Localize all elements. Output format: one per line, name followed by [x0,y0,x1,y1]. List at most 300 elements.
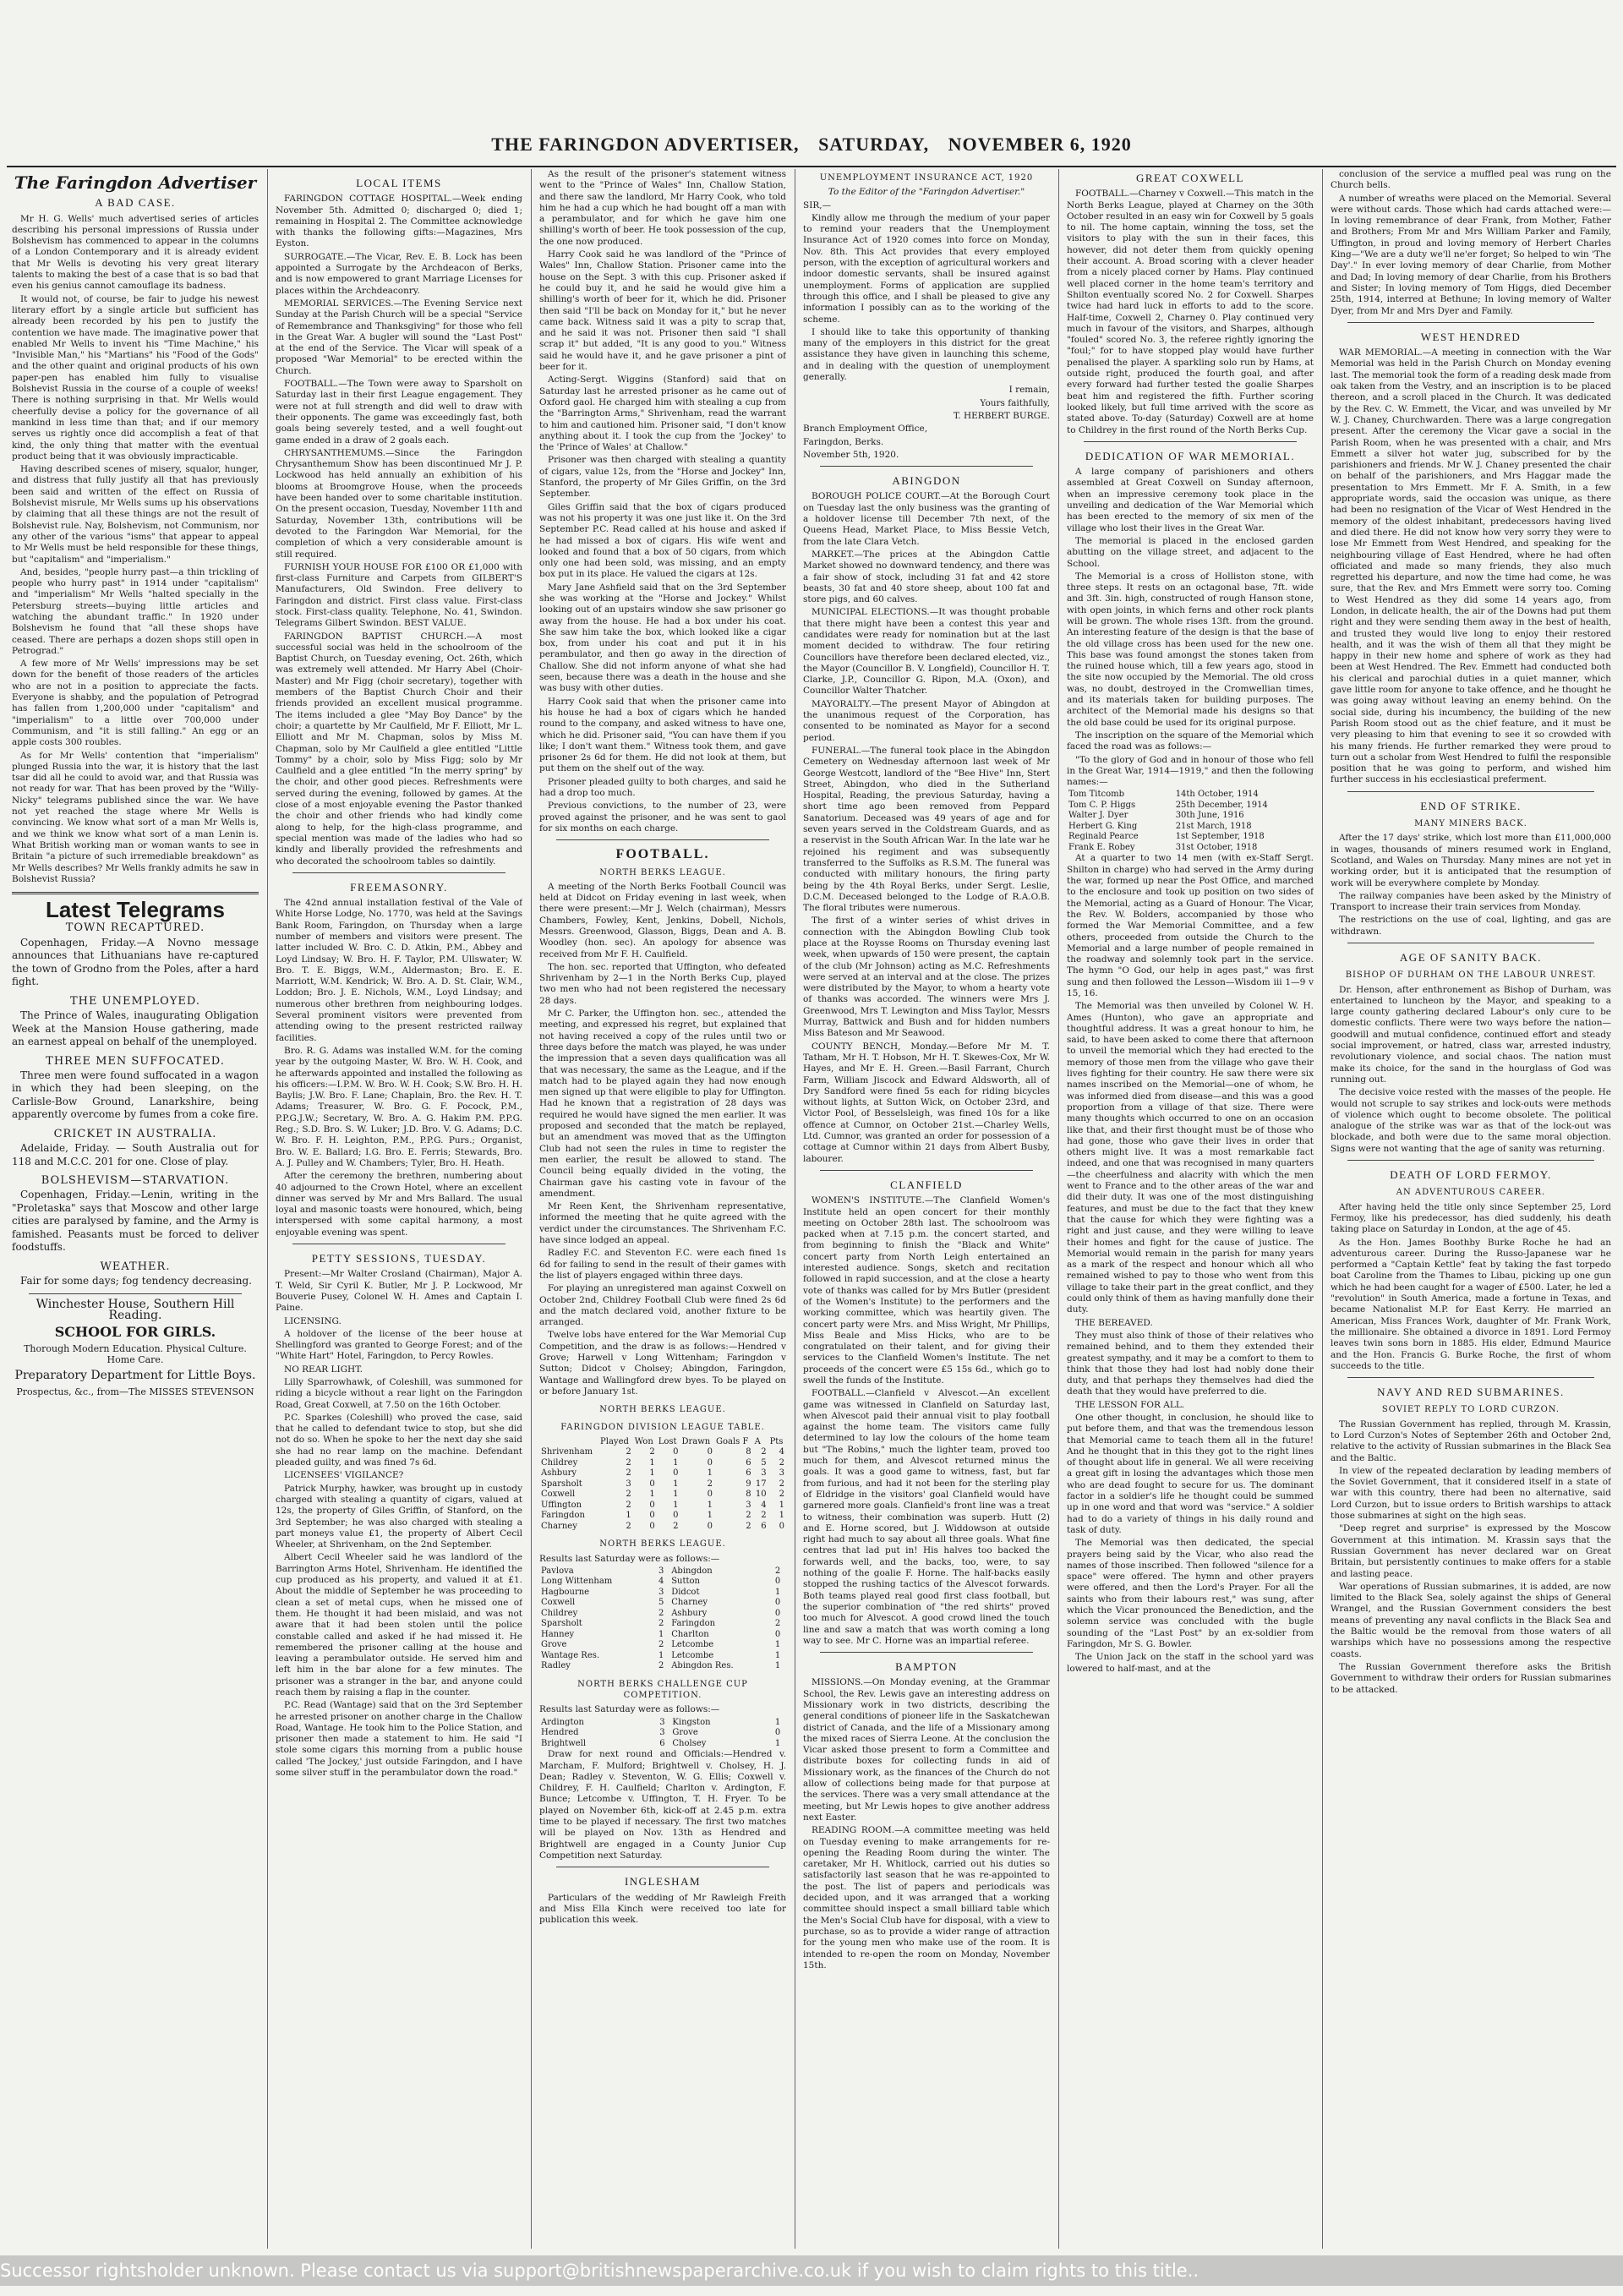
letter-signature [803,385,1050,461]
telegram-body: Three men were found suffocated in a wagon in which they had been sleeping, on the Carlisle-Bow Ground, Lanarkshire, being apparently overcome by fumes from a coke fire. [12,1069,259,1121]
fixture-row-cell: Didcot [671,1587,700,1597]
fixture-row-cell: 0 [774,1629,781,1639]
article-paragraph: Prisoner pleaded guilty to both charges, and said he had a drop too much. [539,776,786,799]
subheading-soviet-reply: SOVIET REPLY TO LORD CURZON. [1381,1405,1560,1415]
memorial-roll-row [1067,790,1314,801]
letter-heading: UNEMPLOYMENT INSURANCE ACT, 1920 [819,173,1034,183]
article-west-hendred [1331,347,1611,786]
fixture-row-cell: Sutton [671,1577,700,1587]
divider [1347,1160,1594,1161]
league-table-column-header: Goals F [716,1436,749,1446]
article-paragraph: As the result of the prisoner's statement witness went to the "Prince of Wales" Inn, Challow Station, and there saw the landlord, Mr Harry Cook, who told him he had a cup which he had bought off a man with a perambulator, and for which he gave him one shilling's worth of beer. He took possession of the cup, the one now produced. [539,169,786,247]
telegram-body: Fair for some days; fog tendency decreasing. [20,1275,252,1287]
divider [820,1170,1033,1171]
article-paragraph: P.C. Sparkes (Coleshill) who proved the case, said that he called to defendant twice to stop, but she did not do so. When he spoke to her the next day she said she had no rear lamp on the machine. Defendant pleaded guilty, and was fined 7s 6d. [276,1412,522,1468]
fixture-row-cell: Sparsholt [541,1619,582,1629]
fixture-row-cell: 1 [774,1640,781,1650]
article-paragraph: MARKET.—The prices at the Abingdon Cattle Market showed no downward tendency, and there was a fair show of stock, including 31 fat and 42 store beasts, 30 fat and 40 store sheep, about 100 fat and store pigs, and 60 calves. [803,549,1050,605]
article-paragraph: MUNICIPAL ELECTIONS.—It was thought probable that there might have been a contest this year and candidates were ready for nomination but at the last moment decided to withdraw. The four retiring Councillors have therefore been declared elected, viz., the Mayor (Councillor B. V. Longfield), Councillor H. T. Clarke, J.P., Councillor G. Ripon, M.A. (Oxon), and Councillor Walter Thatcher. [803,607,1050,697]
article-dedication-conclusion [1331,169,1611,317]
divider [29,1293,242,1294]
telegram-heading: WEATHER. [100,1260,171,1273]
article-paragraph: LICENSEES' VIGILANCE? [284,1470,404,1481]
article-heading-bampton: BAMPTON [895,1660,958,1674]
league-table-row [539,1511,786,1522]
subheading-many-miners-back: MANY MINERS BACK. [1414,819,1527,829]
divider [1347,322,1594,323]
league-table-row-cell: Charney [541,1521,577,1531]
fixture-row-cell: Wantage Res. [541,1650,600,1660]
fixture-row-cell: Childrey [541,1608,578,1618]
article-paragraph: A few more of Mr Wells' impressions may be set down for the benefit of those readers of the articles who are not in a position to appreciate the facts. Everyone is shabby, and the population of Petrograd has fallen from 1,200,000 under "capitalism" and "imperialism" to a little over 700,000 under Communism, and "it is still falling." An egg or an apple costs 300 roubles. [12,659,259,748]
fixture-row [539,1640,786,1651]
article-paragraph: MAYORALTY.—The present Mayor of Abingdon at the unanimous request of the Corporation, has consented to be nominated as Mayor for a second period. [803,698,1050,743]
archive-rights-text: Successor rightsholder unknown. Please contact us via support@britishnewspaperarchive.co.uk if you wish to claim rights to this title.. [0,2260,1199,2281]
league-table-row-cell: 0 [649,1511,655,1521]
article-paragraph: And, besides, "people hurry past—a thin trickling of people who hurry past" in 1914 under "capitalism" and "imperialism" Mr Wells "halted specially in the Petersburg streets—buying little articles and watching the abundant traffic." In 1920 under Bolshevism he found that "all these shops have ceased. There are perhaps a dozen shops still open in Petrograd." [12,566,259,656]
article-paragraph: A holdover of the license of the beer house at Shellingford was granted to George Forest; and of the "White Hart" Hotel, Faringdon, to Percy Rowles. [276,1328,522,1362]
archive-rights-notice [0,2255,1623,2286]
column-4 [803,169,1050,2249]
fixture-row-cell: 1 [658,1629,664,1639]
league-table-row-cell: 8 [746,1447,751,1457]
telegram-body: The Prince of Wales, inaugurating Obligation Week at the Mansion House gathering, made an earnest appeal on behalf of the unemployed. [12,1009,259,1047]
cup-result-row-cell: Cholsey [672,1738,707,1748]
fixture-row-cell: 3 [658,1587,664,1597]
masthead-date: NOVEMBER 6, 1920 [948,134,1132,155]
article-paragraph: Bro. R. G. Adams was installed W.M. for the coming year by the outgoing Master, W. Bro. W. H. Cook, and he afterwards appointed and installed the following as his officers:—I.P.M. W. Bro. W. H. Cook; S.W. Bro. H. H. Baylis; J.W. Bro. F. Lane; Chaplain, Bro. the Rev. H. T. Adams; Treasurer, W. Bro. G. F. Pocock, P.M., P.P.G.J.W.; Secretary, W. Bro. A. G. Hakim P.M. P.P.G. Reg.; S.D. Bro. S. W. Luker; J.D. Bro. V. G. Adams; D.C. W. Bro. F. H. Leighton, P.M., P.P.G. Purs.; Organist, Bro. W. E. Ballard; I.G. Bro. E. Ferris; Stewards, Bro. A. J. Pulley and W. Chambers; Tyler, Bro. H. Heath. [276,1045,522,1168]
article-paragraph: Harry Cook said that when the prisoner came into his house he had a box of cigars which he handed round to the company, and asked witness to have one, which he did. Prisoner said, "You can have them if you like; I don't want them." Witness took them, and gave prisoner 2s 6d for them. He did not look at them, but put them on the shelf out of the way. [539,696,786,774]
memorial-roll-row [1067,832,1314,843]
fixture-row-cell: 1 [774,1650,781,1660]
article-paragraph: The hon. sec. reported that Uffington, who defeated Shrivenham by 2—1 in the North Berks Cup, played two men who had not been registered the necessary 28 days. [539,961,786,1006]
article-paragraph: A number of wreaths were placed on the Memorial. Several were without cards. Those which had cards attached were:—In loving remembrance of dear Frank, from Mother, Father and Brothers; From Mr and Mrs William Parker and Family, Uffington, in proud and loving memory of Herbert Charles King—"We are a duty we'll ne'er forget; So helped to win 'The Day'." In ever loving memory of dear Charlie, from Mother and Dad; In loving memory of dear Charlie, from his Brothers and Sister; In loving memory of Tom Higgs, died December 25th, 1914, interred at Bethune; In loving memory of Walter Dyer, from Mr and Mrs Dyer and Family. [1331,193,1611,316]
league-table-row-cell: 2 [746,1511,751,1521]
telegram-heading: CRICKET IN AUSTRALIA. [53,1127,217,1140]
league-table-row-cell: 2 [779,1479,784,1489]
fixture-row [539,1609,786,1620]
league-table-row-cell: 6 [746,1457,751,1468]
league-table-column-header: Lost [658,1436,677,1446]
article-heading-petty-sessions: PETTY SESSIONS, TUESDAY. [311,1252,487,1266]
league-table-row-cell: 0 [707,1521,713,1531]
fixture-row-cell: 2 [774,1619,781,1629]
memorial-roll-row [1067,843,1314,854]
article-paragraph: FOOTBALL.—Clanfield v Alvescot.—An excellent game was witnessed in Clanfield on Saturday last, when Alvescot paid their annual visit to play football against the home team. The visitors came fully determined to lay low the colours of the home team but "The Robins," much the lighter team, proved too much for them, and Alvescot returned minus the goals. It was a good game to witness, fast, but far from furious, and had it not been for the sterling play of Eldridge in the visitors' goal Clanfield would have garnered more goals. Clanfield's front line was a treat to witness, their combination was superb. Hutt (2) and E. Horne scored, but J. Widdowson at outside right had much to say about all three goals. What fine centres that lad put in! His halves too backed the forwards well, and the backs, too, were, to say nothing of the goalie F. Horne. The half-backs easily stopped the rushing tactics of the Alvescot forwards. Both teams played real good first class football, but the superior combination of "the red shirts" proved too much for Alvescot. A good crowd lined the touch line and saw a match that was worth coming a long way to see. Mr C. Horne was an impartial referee. [803,1388,1050,1646]
article-paragraph: FARINGDON COTTAGE HOSPITAL.—Week ending November 5th. Admitted 0; discharged 0; died 1; remaining in Hospital 2. The Committee acknowledge with thanks the following gifts:—Magazines, Mrs Eyston. [276,194,522,249]
article-paragraph: At a quarter to two 14 men (with ex-Staff Sergt. Shilton in charge) who had served in the Army during the war, formed up near the Post Office, and marched to the enclosure and took up position on two sides of the Memorial, acting as a Guard of Honour. The Vicar, the Rev. W. Bolders, accompanied by those who formed the War Memorial Committee, and a few others, proceeded from outside the Church to the Memorial and a large number of people remained in the roadway and solemnly took part in the service. The hymn "O God, our help in ages past," was first sung and then followed the Lesson—Wisdom iii 1—9 v 15, 16. [1067,853,1314,998]
league-table-row-cell: 2 [707,1479,713,1489]
memorial-roll-row-cell: Frank E. Robey [1068,842,1135,852]
advertisement-line: SCHOOL FOR GIRLS. [54,1324,216,1341]
article-heading-freemasonry: FREEMASONRY. [350,880,448,894]
article-paragraph: FOOTBALL.—Charney v Coxwell.—This match in the North Berks League, played at Charney on the 30th October resulted in an easy win for Coxwell by 5 goals to nil. The home captain, winning the toss, set the visitors to play with the sun in their faces, this however, did not deter them from quickly opening their account. A. Broad scoring with a clever header from a nicely placed corner by Hams. Play continued well placed corner in the home team's territory and Shilton eventually scored No. 2 for Coxwell. Sharpes twice had hard luck in efforts to add to the score. Half-time, Coxwell 2, Charney 0. Play continued very much in favour of the visitors, and Sharpes, although "fouled" scored No. 3, the referee rightly ignoring the "foul;" for to have stopped play would have further penalised the player. A sparkling solo run by Hams, at outside right, produced the fourth goal, and after every forward had further tested the goalie Sharpes beat him and registered the fifth. Further scoring looked likely, but full time arrived with the score as stated above. To-day (Saturday) Coxwell are at home to Childrey in the first round of the North Berks Cup. [1067,189,1314,435]
advertisement-line: Thorough Modern Education. Physical Culture. Home Care. [24,1342,247,1365]
article-football [539,882,786,1397]
league-table-column-header: Played [600,1436,629,1446]
league-table-row-cell: 8 [746,1490,751,1500]
column-rule [267,169,268,2249]
memorial-roll-row-cell: Walter J. Dyer [1068,811,1128,821]
article-heading-west-hendred: WEST HENDRED [1420,330,1522,343]
advertisement-line: Winchester House, Southern Hill Reading. [36,1297,235,1322]
cup-result-row [539,1718,786,1729]
article-paragraph: Present:—Mr Walter Crosland (Chairman), Major A. T. Weld, Sir Cyril K. Butler, Mr J. P. Lockwood, Mr Bouverie Pusey, Colonel W. H. Ames and Captain I. Paine. [276,1269,522,1314]
article-heading-lord-fermoy: DEATH OF LORD FERMOY. [1390,1168,1552,1182]
telegram-heading: TOWN RECAPTURED. [65,921,205,935]
article-paragraph: Dr. Henson, after enthronement as Bishop of Durham, was entertained to luncheon by the Mayor, and speaking to a large county gathering declared Labour's only cure to be domestic conflicts. There were two ways before the nation—goodwill and mutual confidence, continued effort and steady social improvement, or hatred, class war, arrested industry, revolutionary violence, and social chaos. The nation must make its choice, for the sand in the hourglass of God was running out. [1331,984,1611,1085]
telegram-body: Copenhagen, Friday.—A Novno message announces that Lithuanians have re-captured the town of Grodno from the Poles, after a hard fight. [12,936,259,988]
league-table-row-cell: 1 [707,1500,713,1510]
article-paragraph: After the ceremony the brethren, numbering about 40 adjourned to the Crown Hotel, where an excellent dinner was served by Mr and Mrs Ballard. The usual loyal and masonic toasts were honoured, which, being interspersed with some capital harmony, a most enjoyable evening was spent. [276,1171,522,1238]
article-heading-clanfield: CLANFIELD [890,1178,963,1191]
league-table-row-cell: Shrivenham [541,1447,593,1457]
article-heading-bad-case: A BAD CASE. [95,196,176,210]
column-5 [1067,169,1314,2249]
article-paragraph: Albert Cecil Wheeler said he was landlord of the Barrington Arms Hotel, Shrivenham. He identified the cup produced as his property, and valued it at £1. About the middle of September he was proceeding to clean a set of metal cups, when he missed one of them. He thought it had been mislaid, and was not aware that it had been stolen until the police constable called and asked if he had missed it. He remembered the prisoner calling at the house and leaving a perambulator outside. He served him and left him in the bar alone for a few minutes. The prisoner was a stranger in the bar, and anyone could reach them by raising a flap in the counter. [276,1552,522,1697]
fixture-row-cell: Abingdon [671,1566,713,1576]
league-table-row-cell: 0 [707,1490,713,1500]
article-heading-abingdon: ABINGDON [892,474,961,488]
league-table-row-cell: 1 [626,1511,631,1521]
article-paragraph: In view of the repeated declaration by leading members of the Soviet Government, that it considered itself in a state of war with this country, there had been no alternative, said Lord Curzon, but to issue orders to British warships to attack those submarines at sight on the high seas. [1331,1465,1611,1522]
fixture-row-cell: Charney [671,1598,708,1608]
league-table-row-cell: 3 [761,1468,767,1479]
article-paragraph: LICENSING. [284,1315,342,1326]
article-paragraph: One other thought, in conclusion, he should like to put before them, and that was the tremendous lesson that Memorial came to teach them all in the future! And he thought that in this they got to the right lines of thought about life in general. We all were receiving a great gift in losing the advantages which those men who are dead fought to secure for us. The dominant factor in a soldier's life he thought could be summed up in one word and that word was "service." A soldier had to do a variety of things in his daily round and task of duty. [1067,1412,1314,1535]
fixture-row-cell: Coxwell [541,1598,576,1608]
article-paragraph: For playing an unregistered man against Coxwell on October 2nd, Childrey Football Club were fined 2s 6d and the match declared void, another fixture to be arranged. [539,1283,786,1328]
fixture-row-cell: 0 [774,1608,781,1618]
league-table-row-cell: 0 [673,1468,679,1479]
article-petty-sessions-continued [539,169,786,834]
article-bad-case [12,214,259,886]
article-paragraph: As for Mr Wells' contention that "imperialism" plunged Russia into the war, it is history that the last tsar did all he could to avoid war, and that Russia was not ready for war. That has been proved by the "Willy-Nicky" telegrams published since the war. We have not yet reached the stage where Mr Wells is convincing. We know what sort of a man Mr Wells is, and we think we know what sort of a man Lenin is. What British working man or woman wants to see in Britain "a picture of such irremediable breakdown" as Mr Wells describes? Mr Wells frankly admits he saw in Bolshevist Russia? [12,750,259,884]
article-paragraph: Mr Reen Kent, the Shrivenham representative, informed the meeting that he quite agreed with the verdict under the circumstances. The Shrivenham F.C. have since lodged an appeal. [539,1201,786,1246]
article-paragraph: Mr C. Parker, the Uffington hon. sec., attended the meeting, and expressed his regret, but explained that not having received a copy of the rules until two or three days before the match was played, he was under the impression that a seven days qualification was all that was necessary, the same as the League, and if the match had to be played again they had now enough men signed up that were eligible to play for Uffington. Had he known that a registration of 28 days was required he would have signed the men earlier. It was proposed and seconded that the match be replayed, but an amendment was moved that as the Uffington Club had not seen the rules in time to register the men earlier, the result be allowed to stand. The Council being equally divided in the voting, the Chairman gave his casting vote in favour of the amendment. [539,1009,786,1199]
fixture-row [539,1598,786,1609]
article-paragraph: "Deep regret and surprise" is expressed by the Moscow Government at this intimation. M. Krassin says that the Russian Government has never declared war on Great Britain, but persistently continues to make offers for a stable and lasting peace. [1331,1523,1611,1579]
fixture-row [539,1661,786,1672]
article-paragraph: The decisive voice rested with the masses of the people. He would not scruple to say strikes and lock-outs were methods of violence which ought to become obsolete. The political analogue of the strike was war as that of the lock-out was blockade, and both were due to the same moral objection. Signs were not wanting that the age of sanity was returning. [1331,1087,1611,1154]
league-table-row-cell: 2 [746,1521,751,1531]
article-paragraph: WAR MEMORIAL.—A meeting in connection with the War Memorial was held in the Parish Church on Monday evening last. The memorial took the form of a reading desk made from oak taken from the Vestry, and an inscription is to be placed thereon, and a scroll placed in the Church. It was dedicated by the Rev. C. W. Emmett, the Vicar, and was unveiled by Mr W. J. Chaney, Churchwarden. There was a large congregation present. After the ceremony the Vicar gave a social in the Parish Room, when he was presented with a chair, and Mrs Emmett a silver hot water jug, subscribed for by the parishioners and friends. Mr W. J. Chaney presented the chair on behalf of the parishioners, and Mrs Haggar made the presentation to Mrs Emmett. Mr F. A. Smith, in a few appropriate words, said the occasion was unique, as there had been no resignation of the Vicar of West Hendred in the memory of the oldest inhabitant, predecessors having lived and died there. He did not know how very sorry they were to lose Mr Emmett from West Hendred, and speaking for the neighbouring village of East Hendred, where he had often officiated and made so many friends, they also much regretted his departure, and now the time had come, he was sure, that the Rev. and Mrs Emmett were sorry too. Coming to West Hendred as they did some 14 years ago, from London, in delicate health, the air of the Downs had put them right and they were sending them away in the best of health, and trusted they would live long to enjoy their restored health, and it was the wish of them all that they might be happy in their new home and sphere of work as they had been at West Hendred. The Rev. Emmett had conducted both his clerical and parochial duties in a quiet manner, which gave little room for anyone to take offence, and he thought he was going away without leaving an enemy behind. On the social side, during his incumbency, the building of the new Parish Room stood out as the chief feature, and it must be very pleasing to him that evening to see it so crowded with his many friends. He further remarked they were proud to turn out a scholar from West Hendred to fulfil the responsible position that he was going to perform, and wished him further success in his ecclesiastical preferment. [1331,347,1611,785]
memorial-roll-row [1067,822,1314,833]
article-paragraph: Kindly allow me through the medium of your paper to remind your readers that the Unemployment Insurance Act of 1920 comes into force on Monday, Nov. 8th. This Act provides that every employed person, with the exception of agricultural workers and indoor domestic servants, shall be insured against unemployment. Forms of application are supplied through this office, and I shall be pleased to give any information I possibly can as to the working of the scheme. [803,212,1050,325]
memorial-roll [1067,790,1314,853]
fixture-row-cell: Ashbury [671,1608,708,1618]
article-paragraph: Patrick Murphy, hawker, was brought up in custody charged with stealing a quantity of cigars, valued at 12s, the property of Giles Griffin, of Stanford, on the 3rd September; he was also charged with stealing a part moneys value £1, the property of Albert Cecil Wheeler, at Shrivenham, on the 2nd September. [276,1483,522,1550]
divider [1084,441,1297,442]
article-paragraph: FARINGDON BAPTIST CHURCH.—A most successful social was held in the schoolroom of the Baptist Church, on Tuesday evening, Oct. 26th, which was extremely well attended. Mr Harry Abel (Choir-Master) and Mr Figg (choir secretary), together with members of the Baptist Church Choir and their friends provided an excellent musical programme. The items included a glee "May Boy Dance" by the choir; a quartette by Mr Caulfield, Mr F. Elliott, Mr L. Elliott and Mr M. Chapman, solos by Miss M. Chapman, solo by Mr Caulfield a glee entitled "Little Tommy" by a choir, solo by Miss Figg; solo by Mr Caulfield and a glee entitled "In the merry spring" by the choir, and other good pieces. Refreshments were served during the evening, followed by games. At the close of a most enjoyable evening the Pastor thanked the choir and other friends who had kindly come along to help, for the high-class programme, and special mention was made of the ladies who had so kindly and liberally provided the refreshments and who decorated the schoolroom tables so daintily. [276,631,522,866]
league-table-row-cell: 6 [746,1468,751,1479]
article-paragraph: The Memorial was then dedicated, the special prayers being said by the Vicar, who also read the names of those inscribed. Then followed "silence for a space" were offered. The hymn and other prayers were offered, and then the Lord's Prayer. For all the saints who from their labours rest," was sung, after which the Vicar pronounced the Benediction, and the solemn service was concluded with the bugle sounding of the "Last Post" by an ex-soldier from Faringdon, Mr S. G. Bowler. [1067,1538,1314,1649]
league-table-row-cell: 2 [626,1500,631,1510]
league-table-row-cell: 0 [649,1500,655,1510]
league-table-row-cell: 0 [707,1457,713,1468]
masthead-day: SATURDAY, [818,134,930,155]
league-table-row-cell: 9 [746,1479,751,1489]
league-table-row [539,1458,786,1469]
league-table-row-cell: 0 [673,1511,679,1521]
article-heading-inglesham: INGLESHAM [624,1875,702,1889]
memorial-roll-row-cell: 30th June, 1916 [1175,811,1244,821]
league-table-row [539,1447,786,1458]
subheading-adventurous-career: AN ADVENTUROUS CAREER. [1396,1188,1546,1198]
league-table-row-cell: 2 [626,1447,631,1457]
signature-line: November 5th, 1920. [803,449,899,460]
fixture-row [539,1630,786,1641]
memorial-roll-row-cell: 25th December, 1914 [1175,800,1268,810]
signature-line: T. HERBERT BURGE. [953,410,1050,421]
fixture-row-cell: 1 [774,1661,781,1671]
signature-line: Yours faithfully, [980,397,1050,408]
article-paragraph: MISSIONS.—On Monday evening, at the Grammar School, the Rev. Lewis gave an interesting address on Missionary work in two districts, describing the general conditions of pioneer life in the Saskatchewan district of Canada, and the life of a Missionary among the mixed races of Sierra Leone. At the conclusion the Vicar asked those present to form a Committee and distribute boxes for collecting funds in aid of Missionary work, as the finances of the Church do not allow of collections being made for that purpose at the services. There was a very small attendance at the meeting, but Mr Lewis hopes to give another address next Easter. [803,1677,1050,1823]
article-paragraph: READING ROOM.—A committee meeting was held on Tuesday evening to make arrangements for re-opening the Reading Room during the winter. The caretaker, Mr H. Whitlock, carried out his duties so satisfactorily last season that he was re-appointed to the post. The list of papers and periodicals was decided upon, and it was arranged that a working committee should inspect a small billiard table which the Men's Social Club have for disposal, with a view to purchase, so as to provide a wider range of attraction for the young men who make use of the room. It is intended to re-open the room on Monday, November 15th. [803,1825,1050,1971]
league-table-row-cell: 1 [649,1468,655,1479]
article-paragraph: FOOTBALL.—The Town were away to Sparsholt on Saturday last in their first League engagement. They were not at full strength and did well to draw with their opponents. The game was exceedingly fast, both goals being severely tested, and a well fought-out game ended in a draw of 2 goals each. [276,379,522,446]
article-paragraph: conclusion of the service a muffled peal was rung on the Church bells. [1331,169,1611,191]
league-table-row-cell: 1 [707,1511,713,1521]
article-paragraph: NO REAR LIGHT. [284,1364,363,1375]
article-heading-end-of-strike: END OF STRIKE. [1420,799,1522,812]
league-table-row-cell: 0 [673,1447,679,1457]
fixture-row-cell: 3 [658,1566,664,1576]
league-table-row [539,1490,786,1501]
article-clanfield [803,1195,1050,1647]
fixture-row-cell: Grove [541,1640,567,1650]
league-table-column-header: A [754,1436,761,1446]
article-paragraph: FUNERAL.—The funeral took place in the Abingdon Cemetery on Wednesday afternoon last week of Mr George Westcott, landlord of the "Bee Hive" Inn, Stert Street, Abingdon, who died in the Sutherland Hospital, Reading, the previous Saturday, having a short time ago been removed from Peppard Sanatorium. Deceased was 49 years of age and for seven years served in the Coldstream Guards, and as a reservist in the South African War. In the late war he rejoined his regiment and was subsequently transferred to the Suffolks as R.S.M. The funeral was conducted with military honours, the firing party being by the 4th Royal Berks, under Sergt. Leslie, D.C.M. Deceased belonged to the Lodge of R.A.O.B. The floral tributes were numerous. [803,745,1050,914]
article-paragraph: The Russian Government has replied, through M. Krassin, to Lord Curzon's Notes of September 26th and October 2nd, relative to the activity of Russian submarines in the Black Sea and the Baltic. [1331,1419,1611,1463]
fixture-row-cell: Charlton [671,1629,709,1639]
league-table-row-cell: 3 [746,1500,751,1510]
league-table-row-cell: 6 [761,1521,767,1531]
column-6 [1331,169,1611,2249]
advertisement-line: Preparatory Department for Little Boys. [14,1369,256,1383]
fixture-row-cell: 2 [774,1566,781,1576]
league-table-row-cell: 0 [779,1521,784,1531]
league-table-row-cell: 2 [761,1511,767,1521]
article-heading-local-items: LOCAL ITEMS [356,177,442,189]
article-paragraph: SURROGATE.—The Vicar, Rev. E. B. Lock has been appointed a Surrogate by the Archdeacon of Berks, and is now empowered to grant Marriage Licenses for places within the Archdeaconry. [276,251,522,296]
fixture-row-cell: Faringdon [671,1619,716,1629]
fixture-row-cell: Abingdon Res. [671,1661,734,1671]
masthead-paper-name: THE FARINGDON ADVERTISER, [491,134,800,155]
column-rule [1322,169,1323,2249]
league-table [539,1437,786,1533]
fixtures-intro: Results last Saturday were as follows:— [539,1553,720,1564]
memorial-roll-row-cell: Tom Titcomb [1068,790,1124,800]
article-age-of-sanity [1331,985,1611,1155]
league-table-row-cell: 1 [673,1457,679,1468]
article-paragraph: THE BEREAVED. [1075,1317,1153,1328]
cup-result-row-cell: Hendred [541,1728,579,1738]
column-rule [1058,169,1059,2249]
league-table-row-cell: 5 [761,1457,767,1468]
fixture-row-cell: Long Wittenham [541,1577,613,1587]
league-table-row-cell: 2 [626,1468,631,1479]
league-table-column-header: Won [634,1436,653,1446]
article-paragraph: Previous convictions, to the number of 23, were proved against the prisoner, and he was sent to gaol for six months on each charge. [539,801,786,834]
article-paragraph: After having held the title only since September 25, Lord Fermoy, like his predecessor, has died suddenly, his death taking place on Saturday in London, at the age of 45. [1331,1201,1611,1235]
fixture-row-cell: Radley [541,1661,571,1671]
fixture-row [539,1566,786,1577]
article-navy-submarines [1331,1419,1611,1696]
article-paragraph: The restrictions on the use of coal, lighting, and gas are withdrawn. [1331,915,1611,937]
league-table-row-cell: 1 [649,1457,655,1468]
article-paragraph: MEMORIAL SERVICES.—The Evening Service next Sunday at the Parish Church will be a special "Service of Remembrance and Thanksgiving" for those who fell in the Great War. A bugler will sound the "Last Post" at the end of the Service. The Vicar will speak of a proposed "War Memorial" to be erected within the Church. [276,298,522,376]
cup-result-row-cell: 0 [774,1728,781,1738]
article-paragraph: Lilly Sparrowhawk, of Coleshill, was summoned for riding a bicycle without a rear light on the Faringdon Road, Great Coxwell, at 7.50 on the 16th October. [276,1376,522,1410]
league-table-row-cell: 1 [707,1468,713,1479]
school-advertisement [12,1299,259,1398]
divider [820,466,1033,467]
article-dedication-continued [1067,853,1314,1674]
article-paragraph: The inscription on the square of the Memorial which faced the road was as follows:— [1067,730,1314,752]
article-heading-navy-submarines: NAVY AND RED SUBMARINES. [1377,1386,1565,1399]
memorial-roll-row [1067,811,1314,822]
cup-result-row-cell: 1 [774,1738,781,1748]
cup-result-row-cell: 1 [774,1717,781,1727]
fixtures-table [539,1566,786,1672]
fixtures-heading: NORTH BERKS LEAGUE. [599,1539,726,1550]
article-paragraph: P.C. Read (Wantage) said that on the 3rd September he arrested prisoner on another charge in the Challow Road, Wantage. He took him to the Police Station, and prisoner then made a statement to him. He said "I stole some cigars this morning from a public house called 'The Jockey,' just outside Faringdon, and I have some silver stuff in the perambulator down the road." [276,1700,522,1779]
memorial-roll-row-cell: 14th October, 1914 [1175,790,1259,800]
article-paragraph: It would not, of course, be fair to judge his newest literary effort by a single article but sufficient has already been recorded by his pen to justify the contention we have made. The imaginative power that enabled Mr Wells to invent his "Time Machine," his "Invisible Man," his "Martians" his "Food of the Gods" and the other quaint and original products of his own paper-pen has enabled him fully to visualise Bolshevist Russia in the course of a couple of weeks! There is nothing surprising in that. Mr Wells would cheerfully devise a policy for the governance of all mankind in less time than that; and if our memory serves us rightly once did accomplish a feat of that kind, the only thing that matter with the eventual product being that it was obviously impracticable. [12,293,259,462]
league-table-row-cell: 2 [673,1521,679,1531]
article-paragraph: After the 17 days' strike, which lost more than £11,000,000 in wages, thousands of miners resumed work in England, Scotland, and Wales on Thursday. Many mines are not yet in working order, but it is anticipated that the resumption of work will be everywhere complete by Monday. [1331,833,1611,888]
league-table-row-cell: Childrey [541,1457,578,1468]
memorial-roll-row-cell: 1st September, 1918 [1175,832,1265,842]
divider [556,839,769,840]
league-table-column-header: Pts [769,1436,784,1446]
league-table-row-cell: 2 [779,1490,784,1500]
fixture-row [539,1619,786,1630]
masthead-rule [7,166,1616,167]
league-table-row-cell: 1 [673,1500,679,1510]
fixture-row-cell: 0 [774,1598,781,1608]
league-table-row-cell: 1 [673,1479,679,1489]
league-table-row-cell: 0 [707,1447,713,1457]
article-bampton [803,1677,1050,1971]
cup-result-row-cell: 6 [659,1738,665,1748]
league-table-row-cell: 17 [755,1479,767,1489]
league-table-row-cell: 2 [626,1521,631,1531]
league-table-row-cell: Sparsholt [541,1479,582,1489]
league-table-row-cell: 3 [779,1468,784,1479]
league-table-header [539,1437,786,1448]
article-paragraph: The 42nd annual installation festival of the Vale of White Horse Lodge, No. 1770, was held at the Savings Bank Room, Faringdon, on Thursday when a large number of members and visitors were present. The latter included W. Bro. C. D. Atkin, P.M., Abbey and Loyd Lindsay; W. Bro. H. F. Taylor, P.M. Ullswater; W. Bro. T. E. Biggs, W.M., Aldermaston; Bro. E. E. Marriott, W.M. Kendrick; W. Bro. A. D. St. Clair, W.M., Loddon; Bro. J. E. Nichols, W.M., Loyd Lindsay; and numerous other brethren from neighbouring lodges. Several prominent visitors were prevented from attending owing to the present restricted railway facilities. [276,898,522,1043]
league-table-row-cell: 0 [649,1479,655,1489]
article-paragraph: CHRYSANTHEMUMS.—Since the Faringdon Chrysanthemum Show has been discontinued Mr J. P. Lockwood has held annually an exhibition of his blooms at Broomgrove House, when the proceeds have been handed over to some charitable institution. On the present occasion, Tuesday, November 11th and Saturday, November 13th, contributions will be devoted to the Faringdon War Memorial, for the completion of which a very considerable amount is still required. [276,447,522,560]
article-paragraph: The Russian Government therefore asks the British Government to withdraw their orders for Russian submarines to be attacked. [1331,1661,1611,1695]
league-table-row-cell: 1 [779,1500,784,1510]
fixture-row [539,1651,786,1662]
article-great-coxwell [1067,189,1314,436]
article-paragraph: I should like to take this opportunity of thanking many of the employers in this district for the great assistance they have given in launching this scheme, and in dealing with the question of unemployment generally. [803,326,1050,383]
telegrams-heading: Latest Telegrams [46,897,225,923]
article-paragraph: Giles Griffin said that the box of cigars produced was not his property it was one just like it. On the 3rd September P.C. Read called at his house and asked if he had missed a box of cigars. His wife went and looked and found that a box of 50 cigars, from which only one had been sold, was missing, and an empty box put in its place. He valued the cigars at 12s. [539,501,786,580]
article-paragraph: A large company of parishioners and others assembled at Great Coxwell on Sunday afternoon, when an impressive ceremony took place in the unveiling and dedication of the War Memorial which has been erected to the memory of six men of the village who lost their lives in the Great War. [1067,467,1314,533]
article-paragraph: Mr H. G. Wells' much advertised series of articles describing his personal impressions of Russia under Bolshevism has commenced to appear in the columns of a London Contemporary and it is already evident that Mr Wells is devoting his very great literary talents to making the best of a case that is so bad that even his genius cannot camouflage its badness. [12,213,259,292]
league-table-heading: NORTH BERKS LEAGUE. [599,1405,726,1415]
fixture-row [539,1588,786,1599]
cup-draw-paragraph: Draw for next round and Officials:—Hendred v. Marcham, F. Mulford; Brightwell v. Cholsey, H. J. Dean; Radley v. Steventon, W. G. Ellis; Coxwell v. Childrey, F. H. Caulfield; Charlton v. Ardington, F. Bunce; Letcombe v. Uffington, T. H. Fryer. To be played on November 6th, kick-off at 2.45 p.m. extra time to be played if necessary. The first two matches will be played on Nov. 13th as Hendred and Brightwell are engaged in a County Junior Cup Competition next Saturday. [539,1749,786,1861]
league-table-row-cell: 4 [779,1447,784,1457]
article-paragraph: WOMEN'S INSTITUTE.—The Clanfield Women's Institute held an open concert for their monthly meeting on October 28th last. The schoolroom was packed when at 7.15 p.m. the concert started, and from beginning to finish the "Black and White" concert party from North Leigh entertained an interested audience. Songs, sketch and recitation followed in rapid succession, and at the close a hearty vote of thanks was called for by Mrs Butler (president of the Women's Institute) to the performers and the working committee, which was heartily given. The concert party were Mrs. and Miss Wright, Mr Phillips, Miss Beale and Miss Hicks, who are to be congratulated on their talent, and for giving their services to the Clanfield Women's Institute. The net proceeds of the concert were £5 15s 6d., which go to swell the funds of the Institute. [803,1195,1050,1386]
memorial-roll-row-cell: Herbert G. King [1068,821,1138,831]
fixture-row-cell: 0 [774,1577,781,1587]
cup-result-row-cell: Kingston [672,1717,711,1727]
article-heading-age-of-sanity: AGE OF SANITY BACK. [1399,951,1543,964]
league-table-row-cell: 3 [626,1479,631,1489]
divider [12,892,259,894]
league-table-row-cell: 2 [626,1490,631,1500]
cup-result-row [539,1728,786,1739]
telegram-heading: BOLSHEVISM—STARVATION. [41,1174,230,1188]
league-table-row [539,1479,786,1490]
league-table-row [539,1501,786,1512]
league-table-row-cell: Faringdon [541,1511,585,1521]
fixture-row-cell: Letcombe [671,1640,714,1650]
memorial-roll-row-cell: 21st March, 1918 [1175,821,1252,831]
telegram-body: Copenhagen, Friday.—Lenin, writing in the "Proletaska" says that Moscow and other large cities are paralysed by famine, and the Army is famished. Peasants must be forced to deliver foodstuffs. [12,1189,259,1254]
article-inglesham: Particulars of the wedding of Mr Rawleigh Freith and Miss Ella Kinch were received too late for publication this week. [539,1892,786,1926]
fixture-row-cell: 2 [658,1619,664,1629]
memorial-roll-row [1067,801,1314,812]
fixture-row-cell: Hagbourne [541,1587,590,1597]
letter-body [803,213,1050,383]
telegrams-list [12,922,259,1287]
article-paragraph: The Union Jack on the staff in the school yard was lowered to half-mast, and at the [1067,1652,1314,1674]
article-dedication [1067,467,1314,788]
article-lord-fermoy [1331,1202,1611,1372]
subheading-bishop-of-durham: BISHOP OF DURHAM ON THE LABOUR UNREST. [1345,970,1597,981]
article-petty-sessions [276,1269,522,1779]
article-abingdon [803,491,1050,1165]
divider [292,872,505,873]
article-paragraph: Prisoner was then charged with stealing a quantity of cigars, value 12s, from the "Horse and Jockey" Inn, Stanford, the property of Mr Giles Griffin, on the 3rd September. [539,455,786,500]
article-paragraph: Mary Jane Ashfield said that on the 3rd September she was working at the "Horse and Jockey." Whilst looking out of an upstairs window she saw prisoner go away from the house. He had a box under his coat. She saw him take the box, which looked like a cigar box, from under his coat and put it in his perambulator, and then go away in the direction of Challow. She did not inform anyone of what she had seen, because there was a death in the house and she was busy with other duties. [539,582,786,694]
league-table-row-cell: 1 [673,1490,679,1500]
fixture-row-cell: 4 [658,1577,664,1587]
column-rule [531,169,532,2249]
league-table-row-cell: Uffington [541,1500,582,1510]
letter-salutation: SIR,— [803,200,832,210]
cup-intro: Results last Saturday were as follows:— [539,1704,720,1715]
subheading-north-berks-league: NORTH BERKS LEAGUE. [599,867,726,877]
article-paragraph: Twelve lobs have entered for the War Memorial Cup Competition, and the draw is as follows:—Hendred v Grove; Harwell v Long Wittenham; Faringdon v Sutton; Didcot v Cholsey; Abingdon, Faringdon, Wantage and Wallingford drew byes. To be played on or before January 1st. [539,1330,786,1397]
league-table-subheading: FARINGDON DIVISION LEAGUE TABLE. [560,1423,765,1433]
league-table-row-cell: 10 [755,1490,767,1500]
fixture-row-cell: 2 [658,1608,664,1618]
article-paragraph: The memorial is placed in the enclosed garden abutting on the village street, and adjacent to the School. [1067,535,1314,569]
article-paragraph: The Memorial is a cross of Holliston stone, with three steps. It rests on an octagonal base, 7ft. wide and 3ft. 3in. high, constructed of rough Hanson stone, with open joints, in which ferns and other rock plants will be grown. The whole rises 13ft. from the ground. An interesting feature of the design is that the base of the old village cross has been used for the new one. This base was found amongst the stones taken from the ruined house which, till a few years ago, stood in the site now occupied by the Memorial. The old cross was, no doubt, destroyed in the Cromwellian times, and its materials taken for building purposes. The architect of the Memorial made his designs so that the old base could be used for its original purpose. [1067,571,1314,728]
league-table-row-cell: 2 [626,1457,631,1468]
article-paragraph: The Memorial was then unveiled by Colonel W. H. Ames (Hunton), who gave an appropriate and thoughtful address. It was a great honour to him, he said, to have been asked to come there that afternoon to unveil the memorial which they had erected to the memory of those men from the village who gave their lives fighting for their country. He saw there were six names inscribed on the Memorial—one of whom, he was informed died from disease—and this was a good proportion from a village of that size. There were many thoughts which occurred to one on an occasion like that, and their first thought must be of those who had gone, those who gave their lives in order that others might live. It was a most remarkable fact indeed, and one that was recognised in many quarters—the cheerfulness and alacrity with which the men went to France and to the other areas of the war and did their duty. It was one of the most distinguishing features, and must be due to the fact that they knew that the cause for which they were fighting was a right and just cause, and they were willing to leave their homes and fight for the cause of justice. The Memorial would remain in the parish for many years as a mark of the respect and honour which all who remained wished to pay to those who went from this village to take their part in the great conflict, and they could only think of them as having manfully done their duty. [1067,1001,1314,1315]
memorial-roll-row-cell: Tom C. P. Higgs [1068,800,1136,810]
fixture-row-cell: Hanney [541,1629,575,1639]
article-paragraph: BOROUGH POLICE COURT.—At the Borough Court on Tuesday last the only business was the granting of a holdover license till December 7th next, of the Queens Head, Market Place, to Miss Bessie Vetch, from the late Clara Vetch. [803,491,1050,547]
league-table-row [539,1522,786,1533]
letter-addressee: To the Editor of the "Faringdon Advertiser." [828,187,1025,198]
fixture-row-cell: 5 [658,1598,664,1608]
league-table-column-header: Drawn [681,1436,711,1446]
league-table-row-cell: Coxwell [541,1490,576,1500]
cup-result-row-cell: 3 [659,1728,665,1738]
divider [1347,1377,1594,1378]
